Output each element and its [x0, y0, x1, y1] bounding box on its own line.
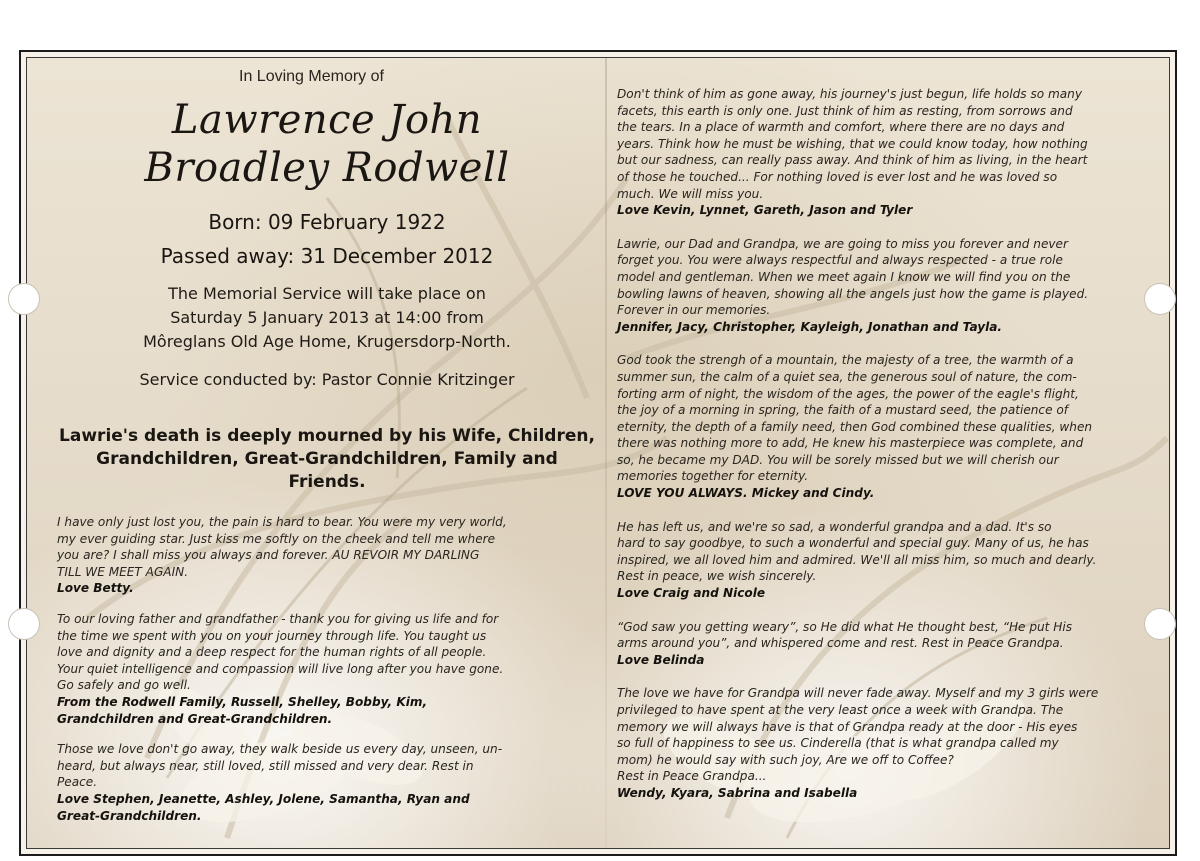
tribute-message — [57, 611, 597, 727]
tribute-line: much. We will miss you. — [617, 186, 764, 201]
tribute-line: Lawrie, our Dad and Grandpa, we are going to miss you forever and never — [617, 236, 1068, 251]
right-panel — [617, 86, 1162, 802]
tribute-line: memories together for eternity. — [617, 469, 809, 484]
tribute-signature — [617, 652, 1162, 669]
signature-line: LOVE YOU ALWAYS. Mickey and Cindy. — [617, 486, 875, 501]
mourned-line: Grandchildren, Great-Grandchildren, Family and Friends. — [96, 449, 558, 492]
tribute-line: so, he became my DAD. You will be sorely missed but we will cherish our — [617, 452, 1059, 467]
memorial-card — [19, 50, 1177, 856]
tribute-line: the time we spent with you on your journey through life. You taught us — [57, 628, 487, 643]
tribute-line: arms around you”, and whispered come and rest. Rest in Peace Grandpa. — [617, 636, 1064, 651]
tribute-text — [57, 741, 597, 791]
signature-line: Love Betty. — [57, 581, 134, 596]
in-memory-heading: In Loving Memory of — [239, 68, 384, 85]
tribute-line: love and dignity and a deep respect for the human rights of all people. — [57, 645, 487, 660]
tribute-line: so full of happiness to see us. Cinderella (that is what grandpa called my — [617, 736, 1059, 751]
tribute-signature — [57, 694, 597, 727]
signature-line: Love Craig and Nicole — [617, 586, 766, 601]
signature-line: Love Belinda — [617, 652, 705, 667]
signature-line: Love Kevin, Lynnet, Gareth, Jason and Tyler — [617, 203, 913, 218]
tribute-message — [617, 619, 1162, 669]
tribute-line: Your quiet intelligence and compassion will live long after you have gone. — [57, 661, 504, 676]
service-details — [57, 282, 597, 354]
tribute-line: model and gentleman. When we meet again I know we will find you on the — [617, 269, 1071, 284]
tribute-line: God took the strengh of a mountain, the majesty of a tree, the warmth of a — [617, 353, 1074, 368]
service-line: Saturday 5 January 2013 at 14:00 from — [170, 308, 484, 327]
tribute-text — [57, 611, 597, 694]
punch-hole — [1144, 608, 1176, 640]
tribute-message — [617, 236, 1162, 336]
service-line: Môreglans Old Age Home, Krugersdorp-North. — [143, 332, 511, 351]
left-panel — [57, 68, 597, 824]
signature-line: Great-Grandchildren. — [57, 808, 202, 823]
tribute-signature — [617, 585, 1162, 602]
tribute-line: my ever guiding star. Just kiss me softly on the cheek and tell me where — [57, 531, 496, 546]
punch-hole — [8, 283, 40, 315]
tribute-line: the tears. In a place of warmth and comfort, where there are no days and — [617, 120, 1065, 135]
tribute-signature — [617, 202, 1162, 219]
tribute-message — [617, 86, 1162, 219]
tribute-line: mom) he would say with such joy, Are we off to Coffee? — [617, 752, 954, 767]
tribute-line: memory we will always have is that of Grandpa ready at the door - His eyes — [617, 719, 1078, 734]
tribute-text — [617, 519, 1162, 585]
service-conducted-by: Service conducted by: Pastor Connie Kritzinger — [139, 370, 515, 389]
born-date: Born: 09 February 1922 — [208, 210, 446, 234]
tribute-line: To our loving father and grandfather - thank you for giving us life and for — [57, 611, 499, 626]
tribute-line: Go safely and go well. — [57, 678, 191, 693]
tribute-message — [617, 352, 1162, 501]
card-inner — [26, 57, 1170, 849]
tribute-text — [617, 619, 1162, 652]
tribute-message — [617, 685, 1162, 801]
signature-line: Jennifer, Jacy, Christopher, Kayleigh, Jonathan and Tayla. — [617, 319, 1003, 334]
tribute-text — [57, 514, 597, 580]
mourned-by-statement — [57, 425, 597, 494]
tribute-line: He has left us, and we're so sad, a wonderful grandpa and a dad. It's so — [617, 519, 1052, 534]
tribute-line: inspired, we all loved him and admired. We'll all miss him, so much and dearly. — [617, 552, 1097, 567]
tribute-text — [617, 86, 1162, 202]
tribute-line: Rest in peace, we wish sincerely. — [617, 569, 817, 584]
service-line: The Memorial Service will take place on — [168, 284, 486, 303]
signature-line: Love Stephen, Jeanette, Ashley, Jolene, Samantha, Ryan and — [57, 791, 470, 806]
signature-line: Grandchildren and Great-Grandchildren. — [57, 711, 333, 726]
tribute-line: but our sadness, can really pass away. And think of him as living, in the heart — [617, 153, 1088, 168]
tribute-text — [617, 352, 1162, 485]
center-fold — [605, 58, 607, 848]
tribute-line: eternity, the depth of a family need, then God combined these qualities, when — [617, 419, 1093, 434]
passed-away-date: Passed away: 31 December 2012 — [160, 244, 494, 268]
tribute-signature — [617, 485, 1162, 502]
tribute-line: there was nothing more to add, He knew his masterpiece was complete, and — [617, 436, 1084, 451]
tribute-line: you are? I shall miss you always and forever. AU REVOIR MY DARLING — [57, 548, 480, 563]
punch-hole — [1144, 283, 1176, 315]
tribute-line: summer sun, the calm of a quiet sea, the generous soul of nature, the com- — [617, 369, 1077, 384]
tribute-line: forget you. You were always respectful and always respected - a true role — [617, 253, 1063, 268]
punch-hole — [8, 608, 40, 640]
tribute-line: heard, but always near, still loved, still missed and very dear. Rest in — [57, 758, 474, 773]
tribute-line: forting arm of night, the wisdom of the ages, the power of the eagle's flight, — [617, 386, 1079, 401]
tribute-signature — [57, 791, 597, 824]
tribute-line: years. Think how he must be wishing, that we could know today, how nothing — [617, 136, 1088, 151]
tribute-line: privileged to have spent at the very least once a week with Grandpa. The — [617, 703, 1064, 717]
tribute-line: TILL WE MEET AGAIN. — [57, 564, 189, 579]
tribute-line: “God saw you getting weary”, so He did what He thought best, “He put His — [617, 619, 1073, 634]
tribute-line: facets, this earth is only one. Just think of him as resting, from sorrows and — [617, 103, 1073, 118]
deceased-name-line-1: Lawrence John — [171, 97, 483, 143]
tribute-message — [617, 519, 1162, 602]
tribute-signature — [57, 580, 597, 597]
tribute-signature — [617, 319, 1162, 336]
tribute-line: Rest in Peace Grandpa... — [617, 769, 767, 784]
tribute-message — [57, 741, 597, 824]
tribute-line: I have only just lost you, the pain is hard to bear. You were my very world, — [57, 515, 507, 529]
deceased-name-line-2: Broadley Rodwell — [144, 145, 510, 191]
tribute-line: hard to say goodbye, to such a wonderful and special guy. Many of us, he has — [617, 536, 1089, 551]
tribute-line: the joy of a morning in spring, the faith of a mustard seed, the patience of — [617, 403, 1069, 418]
tribute-line: Peace. — [57, 775, 98, 790]
tribute-text — [617, 236, 1162, 319]
tribute-line: bowling lawns of heaven, showing all the angels just how the game is played. — [617, 286, 1089, 301]
tribute-line: Don't think of him as gone away, his journey's just begun, life holds so many — [617, 87, 1083, 101]
tribute-text — [617, 685, 1162, 785]
tribute-line: Those we love don't go away, they walk beside us every day, unseen, un- — [57, 742, 503, 757]
tribute-message — [57, 514, 597, 597]
signature-line: From the Rodwell Family, Russell, Shelley, Bobby, Kim, — [57, 694, 428, 709]
signature-line: Wendy, Kyara, Sabrina and Isabella — [617, 785, 858, 800]
tribute-line: Forever in our memories. — [617, 303, 771, 318]
tribute-line: of those he touched... For nothing loved is ever lost and he was loved so — [617, 169, 1058, 184]
tribute-signature — [617, 785, 1162, 802]
mourned-line: Lawrie's death is deeply mourned by his Wife, Children, — [59, 426, 595, 446]
tribute-line: The love we have for Grandpa will never fade away. Myself and my 3 girls were — [617, 686, 1099, 701]
